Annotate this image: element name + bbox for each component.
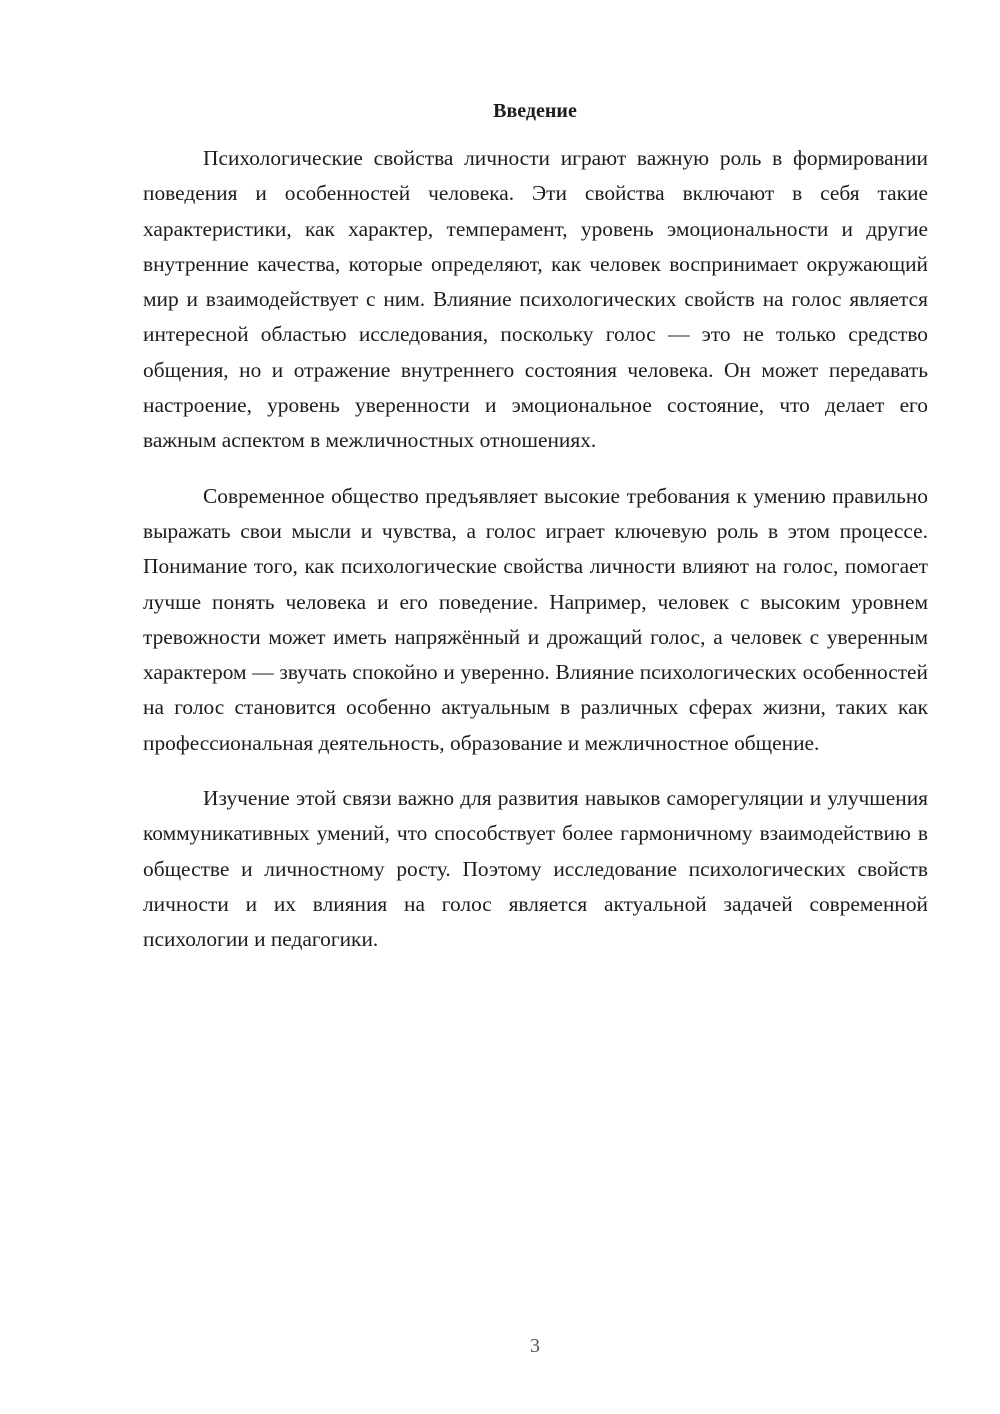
section-heading: Введение [493, 100, 577, 122]
paragraph-1: Психологические свойства личности играют важную роль в формировании поведения и особенностей человека. Эти свойства включают в себя такие характеристики, как характер, темперамент, уровень эмоциональности и другие внутренние качества, которые определяют, как человек воспринимает окружающий мир и взаимодействует с ним. Влияние психологических свойств на голос является интересной областью исследования, поскольку голос — это не только средство общения, но и отражение внутреннего состояния человека. Он может передавать настроение, уровень уверенности и эмоциональное состояние, что делает его важным аспектом в межличностных отношениях. [143, 146, 928, 453]
body-text [143, 141, 928, 958]
paragraph-2: Современное общество предъявляет высокие требования к умению правильно выражать свои мысли и чувства, а голос играет ключевую роль в этом процессе. Понимание того, как психологические свойства личности влияют на голос, помогает лучше понять человека и его поведение. Например, человек с высоким уровнем тревожности может иметь напряжённый и дрожащий голос, а человек с уверенным характером — звучать спокойно и уверенно. Влияние психологических особенностей на голос становится особенно актуальным в различных сферах жизни, таких как профессиональная деятельность, образование и межличностное общение. [143, 483, 928, 755]
page-number: 3 [530, 1335, 540, 1357]
paragraph-3: Изучение этой связи важно для развития навыков саморегуляции и улучшения коммуникативных умений, что способствует более гармоничному взаимодействию в обществе и личностному росту. Поэтому исследование психологических свойств личности и их влияния на голос является актуальной задачей современной психологии и педагогики. [143, 786, 928, 952]
